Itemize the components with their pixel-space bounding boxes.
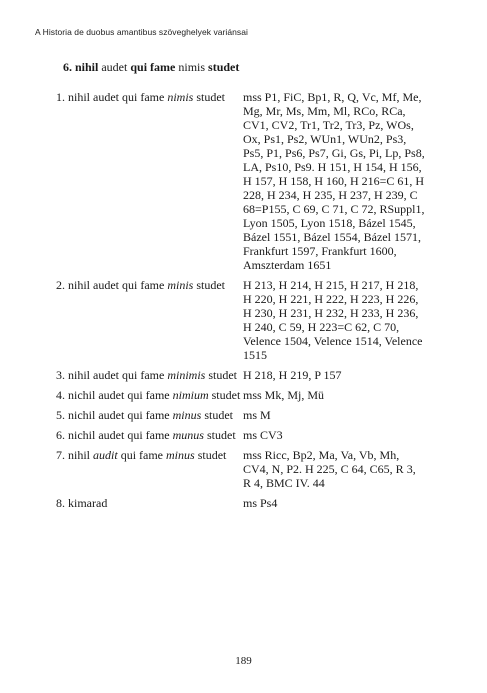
variant-reading <box>56 428 243 442</box>
section-title-part: studet <box>208 60 240 74</box>
variant-row <box>56 388 426 402</box>
reading-segment: nimis <box>167 90 194 104</box>
reading-segment: minus <box>166 448 195 462</box>
reading-segment: 5. nichil audet qui fame <box>56 408 173 422</box>
variant-row <box>56 368 426 382</box>
reading-segment: 2. nihil audet qui fame <box>56 278 168 292</box>
variant-row <box>56 408 426 422</box>
reading-segment: munus <box>172 428 204 442</box>
reading-segment: studet <box>201 408 233 422</box>
section-title-part: 6. nihil <box>63 60 99 74</box>
reading-segment: 1. nihil audet qui fame <box>56 90 168 104</box>
variant-witnesses: ms CV3 <box>243 428 283 442</box>
variant-reading <box>56 368 243 382</box>
reading-segment: nimium <box>172 388 209 402</box>
variant-witnesses: H 218, H 219, P 157 <box>243 368 342 382</box>
variant-row <box>56 278 426 362</box>
page-number: 189 <box>235 655 252 667</box>
reading-segment: studet <box>208 388 241 402</box>
reading-segment: qui fame <box>117 448 167 462</box>
variant-reading <box>56 408 243 422</box>
reading-segment: audit <box>93 448 118 462</box>
variant-witnesses: H 213, H 214, H 215, H 217, H 218, H 220, H 221, H 222, H 223, H 226, H 230, H 231, H 232, H 233, H 236, H 240, C 59, H 223=C 62, C 70, Velence 1504, Velence 1514, Velence 1515 <box>243 278 423 362</box>
variant-witnesses: mss Ricc, Bp2, Ma, Va, Vb, Mh, CV4, N, P2. H 225, C 64, C65, R 3, R 4, BMC IV. 44 <box>243 448 416 490</box>
variant-reading <box>56 448 243 490</box>
reading-segment: studet <box>193 90 225 104</box>
reading-segment: minimis <box>167 368 206 382</box>
reading-segment: minus <box>172 408 202 422</box>
reading-segment: studet <box>205 368 237 382</box>
variant-reading <box>56 496 243 510</box>
reading-segment: 7. nihil <box>56 448 94 462</box>
running-head: A Historia de duobus amantibus szöveghelyek variánsai <box>35 27 248 37</box>
variant-witnesses: mss P1, FiC, Bp1, R, Q, Vc, Mf, Me, Mg, Mr, Ms, Mm, Ml, RCo, RCa, CV1, CV2, Tr1, Tr2, Tr3, Pz, WOs, Ox, Ps1, Ps2, WUn1, WUn2, Ps3, Ps5, P1, Ps6, Ps7, Gi, Gs, Pi, Lp, Ps8, LA, Ps10, Ps9. H 151, H 154, H 156, H 157, H 158, H 160, H 216=C 61, H 228, H 234, H 235, H 237, H 239, C 68=P155, C 69, C 71, C 72, RSuppl1, Lyon 1505, Lyon 1518, Bázel 1545, Bázel 1551, Bázel 1554, Bázel 1571, Frankfurt 1597, Frankfurt 1600, Amszterdam 1651 <box>243 90 425 272</box>
section-title-part: audet <box>98 60 131 74</box>
section-title-part: qui fame <box>130 60 176 74</box>
variant-witnesses: ms Ps4 <box>243 496 278 510</box>
variants-table <box>56 90 426 516</box>
reading-segment: minis <box>167 278 194 292</box>
variant-reading <box>56 90 243 272</box>
variant-row <box>56 90 426 272</box>
variant-row <box>56 496 426 510</box>
section-title-part: nimis <box>175 60 209 74</box>
reading-segment: 3. nihil audet qui fame <box>56 368 168 382</box>
reading-segment: studet <box>193 278 225 292</box>
reading-segment: studet <box>194 448 227 462</box>
reading-segment: 4. nichil audet qui fame <box>56 388 173 402</box>
variant-row <box>56 448 426 490</box>
variant-reading <box>56 388 243 402</box>
variant-row <box>56 428 426 442</box>
variant-reading <box>56 278 243 362</box>
reading-segment: 8. kimarad <box>56 496 108 510</box>
section-title <box>63 60 239 75</box>
reading-segment: 6. nichil audet qui fame <box>56 428 173 442</box>
variant-witnesses: mss Mk, Mj, Mü <box>243 388 325 402</box>
variant-witnesses: ms M <box>243 408 271 422</box>
reading-segment: studet <box>203 428 236 442</box>
